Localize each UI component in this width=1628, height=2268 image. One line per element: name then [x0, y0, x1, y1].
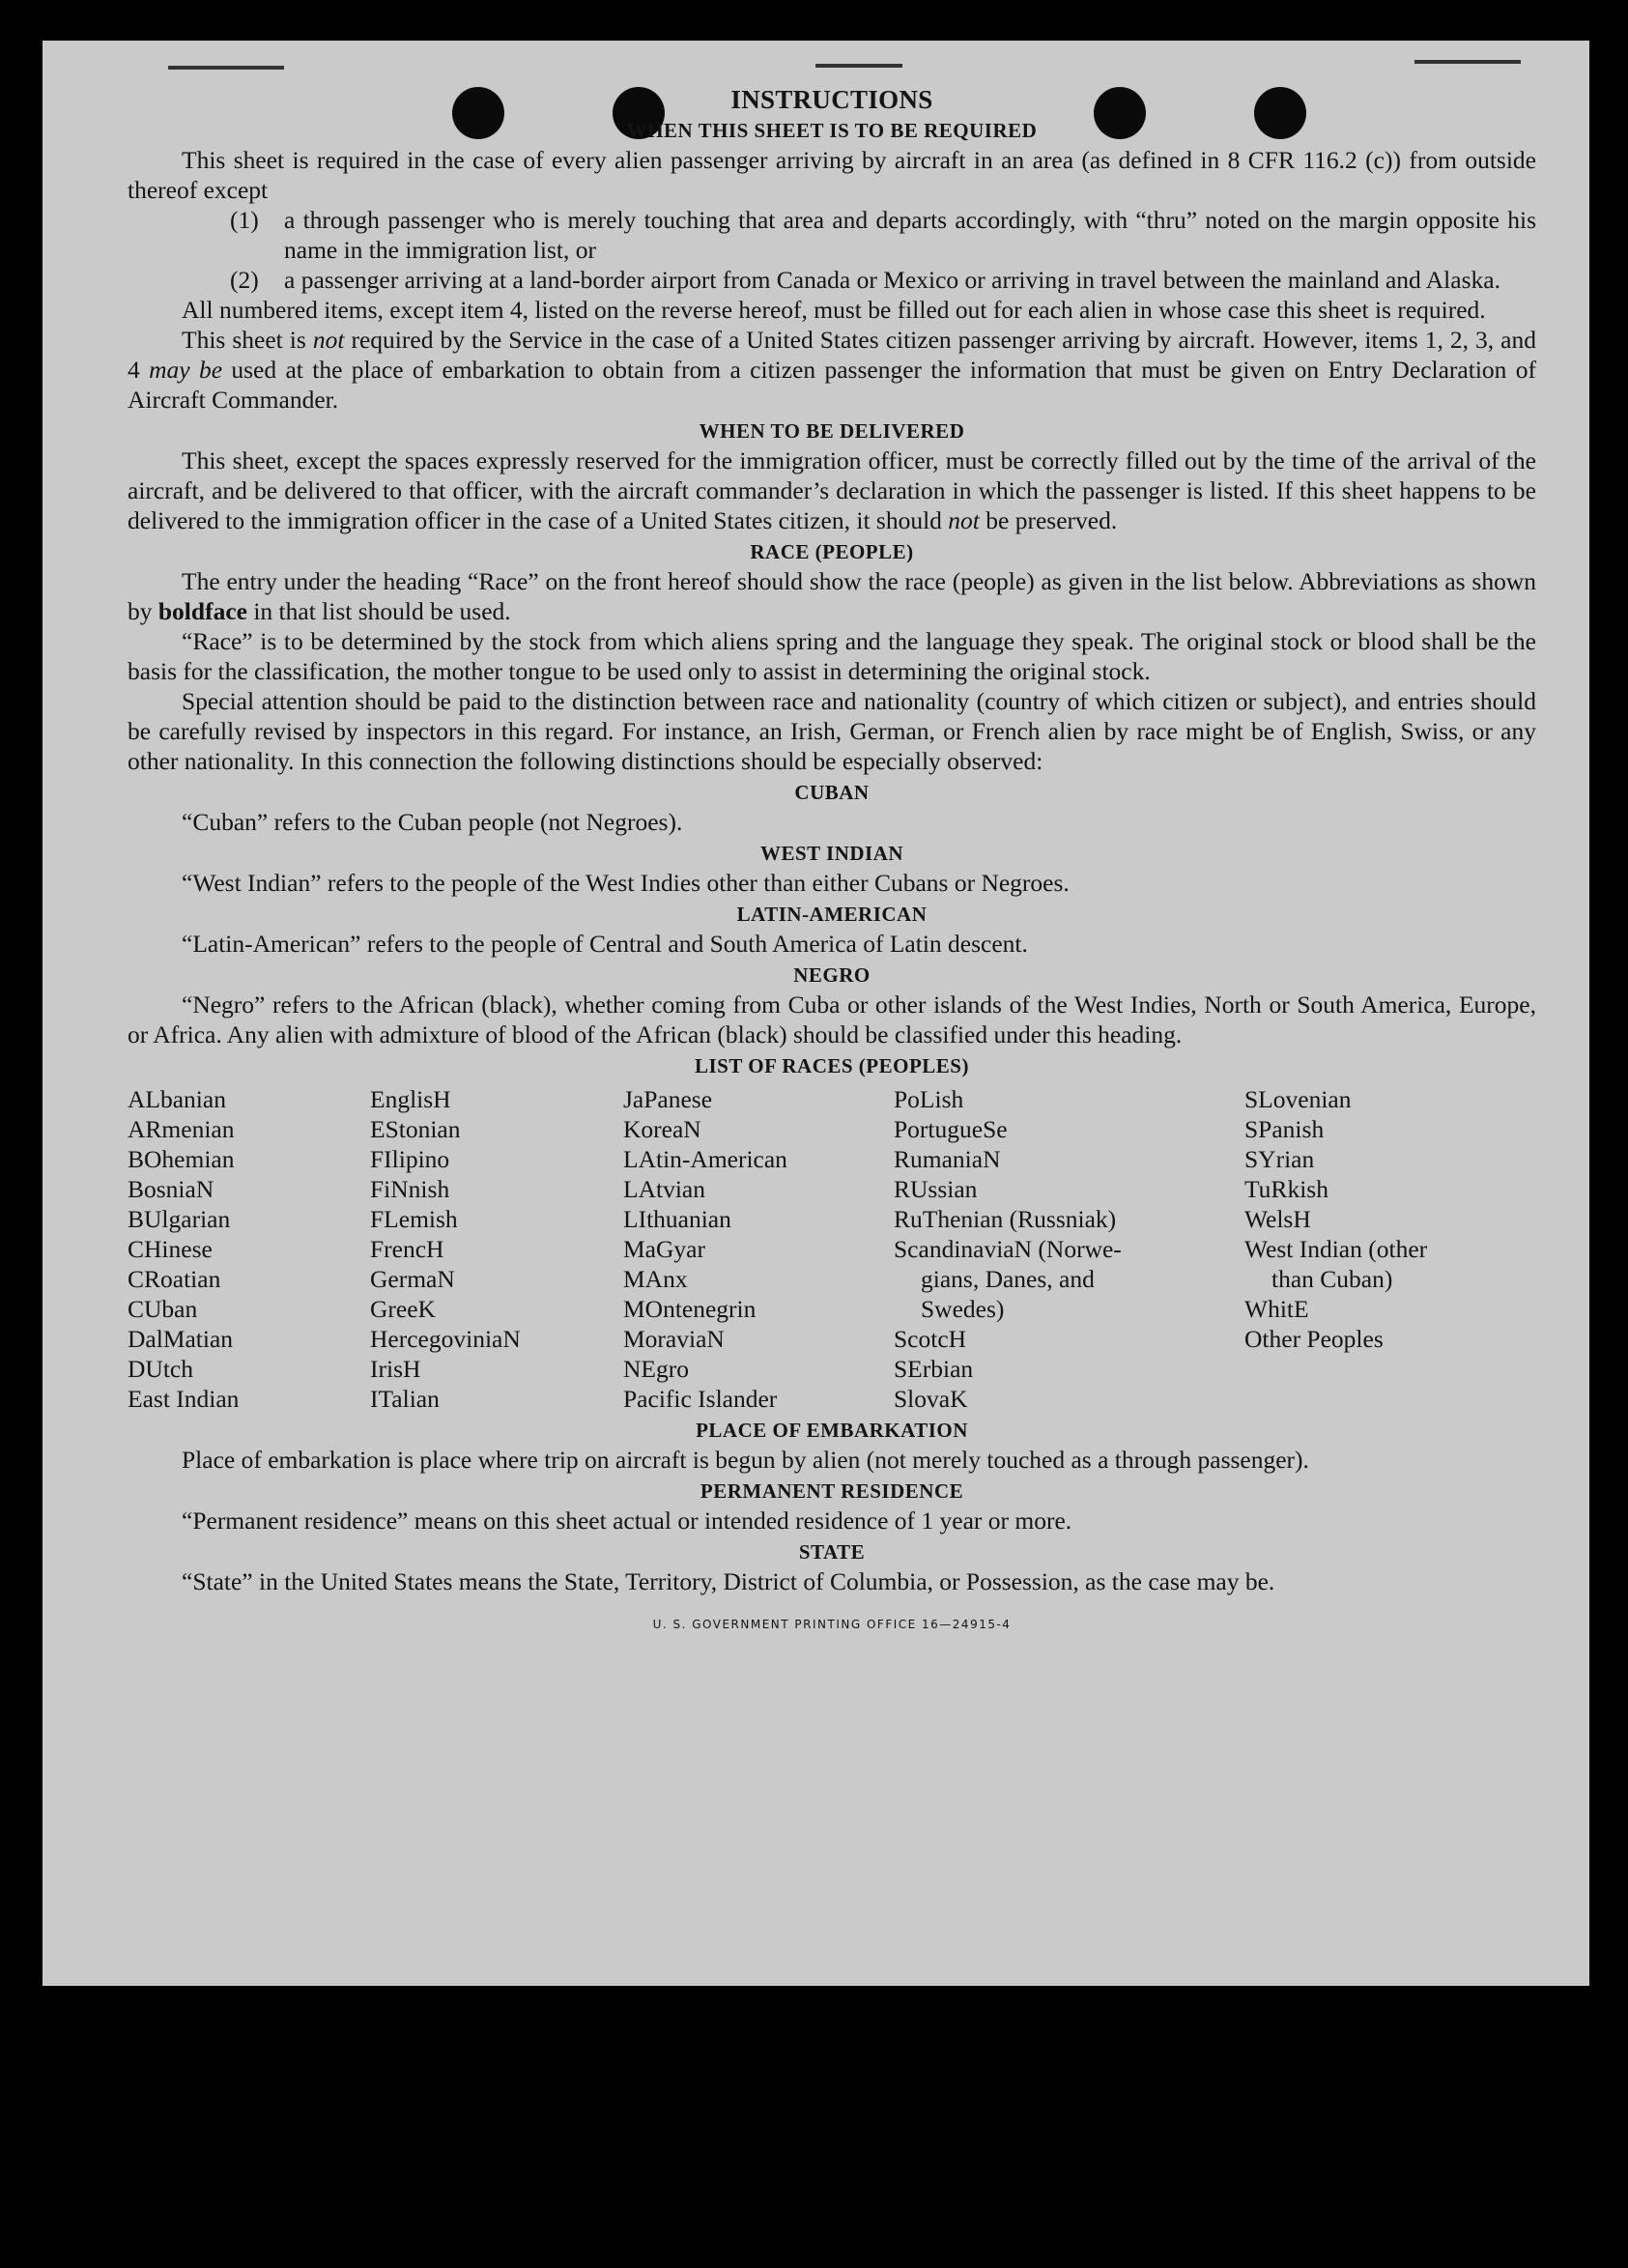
race-entry: FiNnish [370, 1175, 450, 1203]
race-entry: MaGyar [623, 1235, 705, 1263]
section-heading-state: STATE [798, 1540, 866, 1564]
race-entry: Swedes) [921, 1295, 1005, 1323]
race-entry: FIlipino [370, 1145, 450, 1173]
race-entry: CRoatian [128, 1265, 221, 1293]
race-entry: LIthuanian [623, 1205, 731, 1233]
race-entry: East Indian [128, 1385, 240, 1413]
race-entry: BOhemian [128, 1145, 235, 1173]
race-entry: LAtin-American [623, 1145, 787, 1173]
race-entry: RumaniaN [894, 1145, 1001, 1173]
exception-item-1 [230, 205, 1536, 265]
race-entry: GermaN [370, 1265, 455, 1293]
race-entry: WelsH [1244, 1205, 1311, 1233]
race-entry: SErbian [894, 1355, 974, 1383]
race-entry: ARmenian [128, 1115, 235, 1143]
document-page [43, 41, 1589, 1986]
race-entry: EStonian [370, 1115, 461, 1143]
race-paragraph-1: The entry under the heading “Race” on the front hereof should show the race (people) as given in the list below. Abbreviations as shown by boldface in that list should be used. [128, 567, 1536, 625]
race-entry: FrencH [370, 1235, 444, 1263]
race-entry: FLemish [370, 1205, 458, 1233]
scan-mark [1414, 60, 1521, 64]
cuban-paragraph: “Cuban” refers to the Cuban people (not Negroes). [182, 808, 683, 836]
race-entry: West Indian (other [1244, 1235, 1428, 1263]
scan-mark [168, 66, 284, 70]
races-column-2 [370, 1084, 623, 1414]
numbered-items-paragraph: All numbered items, except item 4, listed on the reverse hereof, must be filled out for each alien in whose case this sheet is required. [182, 296, 1486, 324]
page-title: INSTRUCTIONS [730, 85, 933, 114]
race-entry: RuThenian (Russniak) [894, 1205, 1117, 1233]
section-heading-residence: PERMANENT RESIDENCE [700, 1479, 964, 1503]
races-column-1 [128, 1084, 370, 1414]
race-entry: IrisH [370, 1355, 421, 1383]
race-entry: ITalian [370, 1385, 440, 1413]
negro-paragraph: “Negro” refers to the African (black), whether coming from Cuba or other islands of the West Indies, North or South America, Europe, or Africa. Any alien with admixture of blood of the African (black) should be classified under this heading. [128, 990, 1536, 1048]
race-entry: PortugueSe [894, 1115, 1008, 1143]
race-entry: CUban [128, 1295, 198, 1323]
delivered-paragraph: This sheet, except the spaces expressly reserved for the immigration officer, must be correctly filled out by the time of the arrival of the aircraft, and be delivered to that officer, with the aircraft commander’s declaration in which the passenger is listed. If this sheet happens to be delivered to the immigration officer in the case of a United States citizen, it should not be preserved. [128, 446, 1536, 534]
race-entry: DalMatian [128, 1325, 234, 1353]
section-heading-negro: NEGRO [793, 963, 871, 987]
races-column-3 [623, 1084, 894, 1414]
scan-mark [815, 64, 902, 68]
race-entry: Other Peoples [1244, 1325, 1384, 1353]
race-entry: Pacific Islander [623, 1385, 778, 1413]
intro-paragraph: This sheet is required in the case of every alien passenger arriving by aircraft in an area (as defined in 8 CFR 116.2 (c)) from outside thereof except [128, 146, 1536, 204]
race-entry: MAnx [623, 1265, 688, 1293]
race-entry: MoraviaN [623, 1325, 725, 1353]
race-entry: JaPanese [623, 1085, 713, 1113]
race-entry: PoLish [894, 1085, 964, 1113]
section-heading-cuban: CUBAN [794, 781, 870, 804]
race-entry: NEgro [623, 1355, 689, 1383]
race-entry: RUssian [894, 1175, 978, 1203]
race-entry: SlovaK [894, 1385, 968, 1413]
race-entry: KoreaN [623, 1115, 701, 1143]
race-entry: CHinese [128, 1235, 213, 1263]
race-entry: ALbanian [128, 1085, 226, 1113]
item-text: a passenger arriving at a land-border airport from Canada or Mexico or arriving in travel between the mainland and Alaska. [284, 266, 1500, 294]
section-heading-races-list: LIST OF RACES (PEOPLES) [695, 1054, 969, 1077]
west-indian-paragraph: “West Indian” refers to the people of the West Indies other than either Cubans or Negroes. [182, 869, 1070, 897]
section-heading-latin-american: LATIN-AMERICAN [736, 903, 928, 926]
race-entry: SYrian [1244, 1145, 1315, 1173]
residence-paragraph: “Permanent residence” means on this sheet actual or intended residence of 1 year or more. [182, 1507, 1072, 1535]
section-heading-race: RACE (PEOPLE) [750, 540, 914, 563]
race-entry: HercegoviniaN [370, 1325, 521, 1353]
race-entry: DUtch [128, 1355, 193, 1383]
race-entry: SLovenian [1244, 1085, 1352, 1113]
race-entry: ScotcH [894, 1325, 967, 1353]
latin-american-paragraph: “Latin-American” refers to the people of Central and South America of Latin descent. [182, 930, 1028, 958]
item-number: (2) [230, 266, 259, 294]
races-column-5 [1169, 1084, 1517, 1414]
item-text: a through passenger who is merely touching that area and departs accordingly, with “thru” noted on the margin opposite his name in the immigration list, or [284, 206, 1536, 264]
embarkation-paragraph: Place of embarkation is place where trip on aircraft is begun by alien (not merely touched as a through passenger). [182, 1446, 1309, 1474]
section-heading-embarkation: PLACE OF EMBARKATION [696, 1419, 968, 1442]
section-heading-required: WHEN THIS SHEET IS TO BE REQUIRED [626, 119, 1038, 142]
race-entry: than Cuban) [1271, 1265, 1393, 1293]
state-paragraph: “State” in the United States means the State, Territory, District of Columbia, or Possession, as the case may be. [182, 1567, 1275, 1595]
section-heading-delivered: WHEN TO BE DELIVERED [699, 419, 965, 443]
race-entry: MOntenegrin [623, 1295, 757, 1323]
citizen-paragraph: This sheet is not required by the Service in the case of a United States citizen passenger arriving by aircraft. However, items 1, 2, 3, and 4 may be used at the place of embarkation to obtain from a citizen passenger the information that must be given on Entry Declaration of Aircraft Commander. [128, 326, 1536, 414]
race-entry: ScandinaviaN (Norwe- [894, 1235, 1122, 1263]
printer-imprint: U. S. GOVERNMENT PRINTING OFFICE 16—24915-4 [652, 1618, 1012, 1631]
race-entry: SPanish [1244, 1115, 1325, 1143]
race-paragraph-2: “Race” is to be determined by the stock from which aliens spring and the language they speak. The original stock or blood shall be the basis for the classification, the mother tongue to be used only to assist in determining the original stock. [128, 627, 1536, 685]
races-column-4 [894, 1084, 1169, 1414]
race-entry: GreeK [370, 1295, 436, 1323]
race-entry: WhitE [1244, 1295, 1309, 1323]
race-entry: gians, Danes, and [921, 1265, 1095, 1293]
section-heading-west-indian: WEST INDIAN [759, 842, 904, 865]
race-entry: EnglisH [370, 1085, 451, 1113]
exception-item-2 [230, 265, 1536, 295]
race-entry: BUlgarian [128, 1205, 231, 1233]
race-entry: TuRkish [1244, 1175, 1328, 1203]
instructions-text [128, 83, 1536, 1640]
race-entry: LAtvian [623, 1175, 705, 1203]
race-paragraph-3: Special attention should be paid to the distinction between race and nationality (country of which citizen or subject), and entries should be carefully revised by inspectors in this regard. For instance, an Irish, German, or French alien by race might be of English, Swiss, or any other nationality. In this connection the following distinctions should be especially observed: [128, 687, 1536, 775]
races-list [128, 1084, 1536, 1414]
race-entry: BosniaN [128, 1175, 214, 1203]
item-number: (1) [230, 206, 259, 234]
